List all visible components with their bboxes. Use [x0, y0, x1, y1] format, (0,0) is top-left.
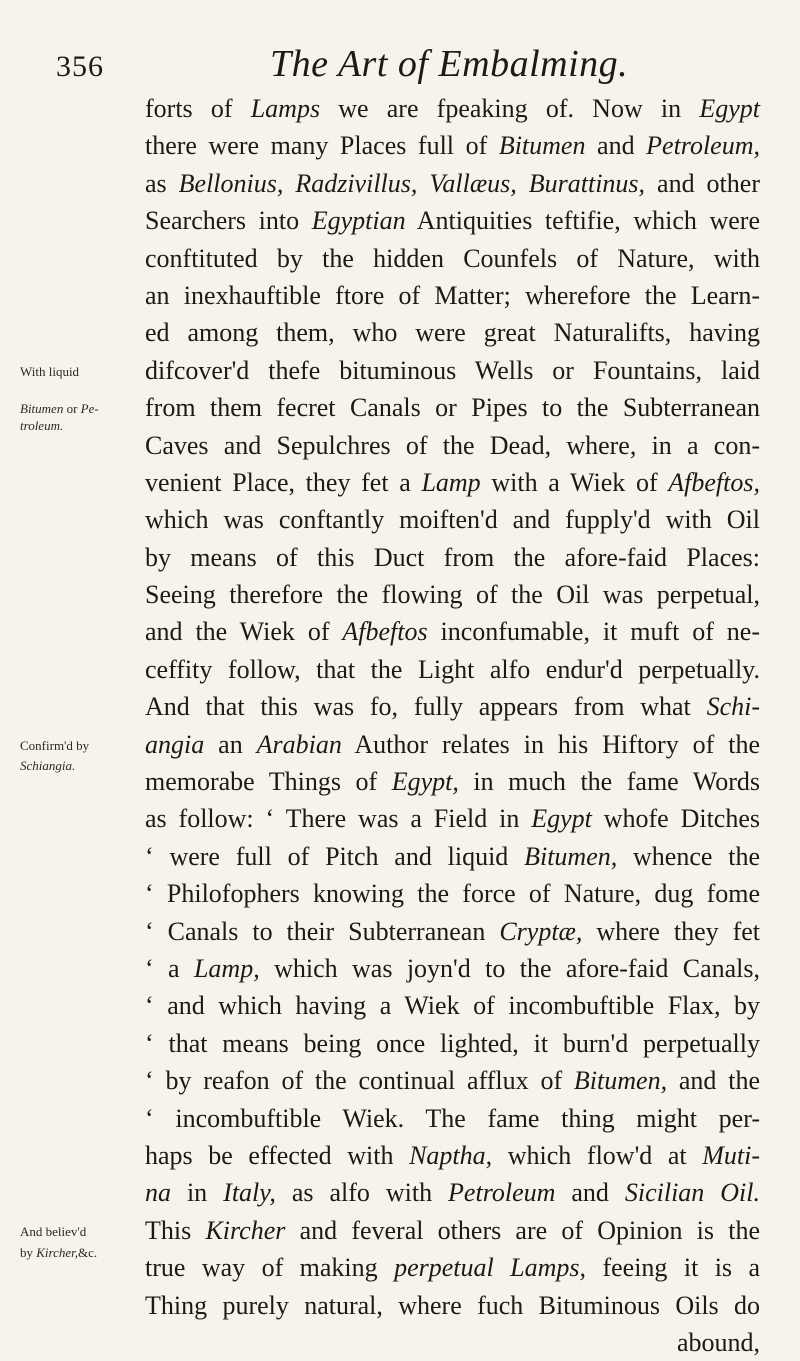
margin-note: Bitumen or Pe-: [20, 401, 99, 417]
text-line: forts of Lamps we are fpeaking of. Now in Egypt: [145, 94, 760, 123]
margin-note: And believ'd: [20, 1224, 87, 1239]
text-line: Thing purely natural, where fuch Bituminous Oils do: [145, 1290, 760, 1320]
page-header: [0, 42, 800, 85]
text-line: ‘ incombuftible Wiek. The fame thing might per-: [145, 1103, 760, 1133]
running-title: The Art of Embalming.: [270, 43, 629, 85]
text-line: Searchers into Egyptian Antiquities teftifie, which were: [145, 206, 760, 236]
text-line: ‘ and which having a Wiek of incombuftible Flax, by: [145, 991, 760, 1021]
text-line: ‘ Philofophers knowing the force of Nature, dug fome: [145, 879, 760, 909]
margin-note: Schiangia.: [20, 758, 76, 774]
text-line: ed among them, who were great Naturalifts, having: [145, 318, 760, 348]
text-line: na in Italy, as alfo with Petroleum and Sicilian Oil.: [145, 1178, 760, 1208]
text-line: and the Wiek of Afbeftos inconfumable, it muft of ne-: [145, 617, 760, 647]
text-line: This Kircher and feveral others are of Opinion is the: [145, 1215, 760, 1245]
margin-note: Confirm'd by: [20, 737, 90, 753]
page-number: 356: [56, 50, 104, 83]
body-text: [145, 90, 760, 1361]
text-line: difcover'd thefe bituminous Wells or Fountains, laid: [145, 355, 760, 385]
text-line: as follow: ‘ There was a Field in Egypt whofe Ditches: [145, 804, 760, 834]
text-line: by means of this Duct from the afore-faid Places:: [145, 542, 760, 572]
text-line: haps be effected with Naptha, which flow'd at Muti-: [145, 1140, 760, 1170]
text-line: from them fecret Canals or Pipes to the Subterranean: [145, 393, 760, 423]
text-line: ‘ by reafon of the continual afflux of Bitumen, and the: [145, 1066, 760, 1096]
text-line: ‘ a Lamp, which was joyn'd to the afore-faid Canals,: [145, 953, 760, 983]
margin-note: by Kircher,&c.: [20, 1244, 98, 1260]
margin-note: With liquid: [20, 363, 80, 379]
text-line: ceffity follow, that the Light alfo endur'd perpetually.: [145, 654, 760, 684]
text-line: an inexhauftible ftore of Matter; wherefore the Learn-: [145, 280, 760, 310]
text-line: Seeing therefore the flowing of the Oil was perpetual,: [145, 580, 760, 610]
text-line: as Bellonius, Radzivillus, Vallæus, Burattinus, and other: [145, 168, 760, 198]
margin-note: troleum.: [20, 418, 64, 434]
text-line: venient Place, they fet a Lamp with a Wiek of Afbeftos,: [145, 467, 760, 497]
text-line: ‘ Canals to their Subterranean Cryptæ, where they fet: [145, 916, 761, 946]
text-line: ‘ were full of Pitch and liquid Bitumen, whence the: [145, 841, 760, 871]
text-line: true way of making perpetual Lamps, feeing it is a: [145, 1253, 761, 1283]
text-line: there were many Places full of Bitumen and Petroleum,: [145, 131, 760, 161]
text-line: abound,: [676, 1327, 760, 1357]
text-line: memorabe Things of Egypt, in much the fame Words: [145, 767, 761, 797]
text-line: Caves and Sepulchres of the Dead, where, in a con-: [145, 430, 760, 460]
text-line: conftituted by the hidden Counfels of Nature, with: [145, 243, 760, 273]
text-line: ‘ that means being once lighted, it burn'd perpetually: [145, 1028, 760, 1058]
text-line: And that this was fo, fully appears from what Schi-: [145, 692, 760, 722]
text-line: which was conftantly moiften'd and fupply'd with Oil: [145, 505, 760, 535]
text-line: angia an Arabian Author relates in his Hiftory of the: [145, 729, 760, 759]
